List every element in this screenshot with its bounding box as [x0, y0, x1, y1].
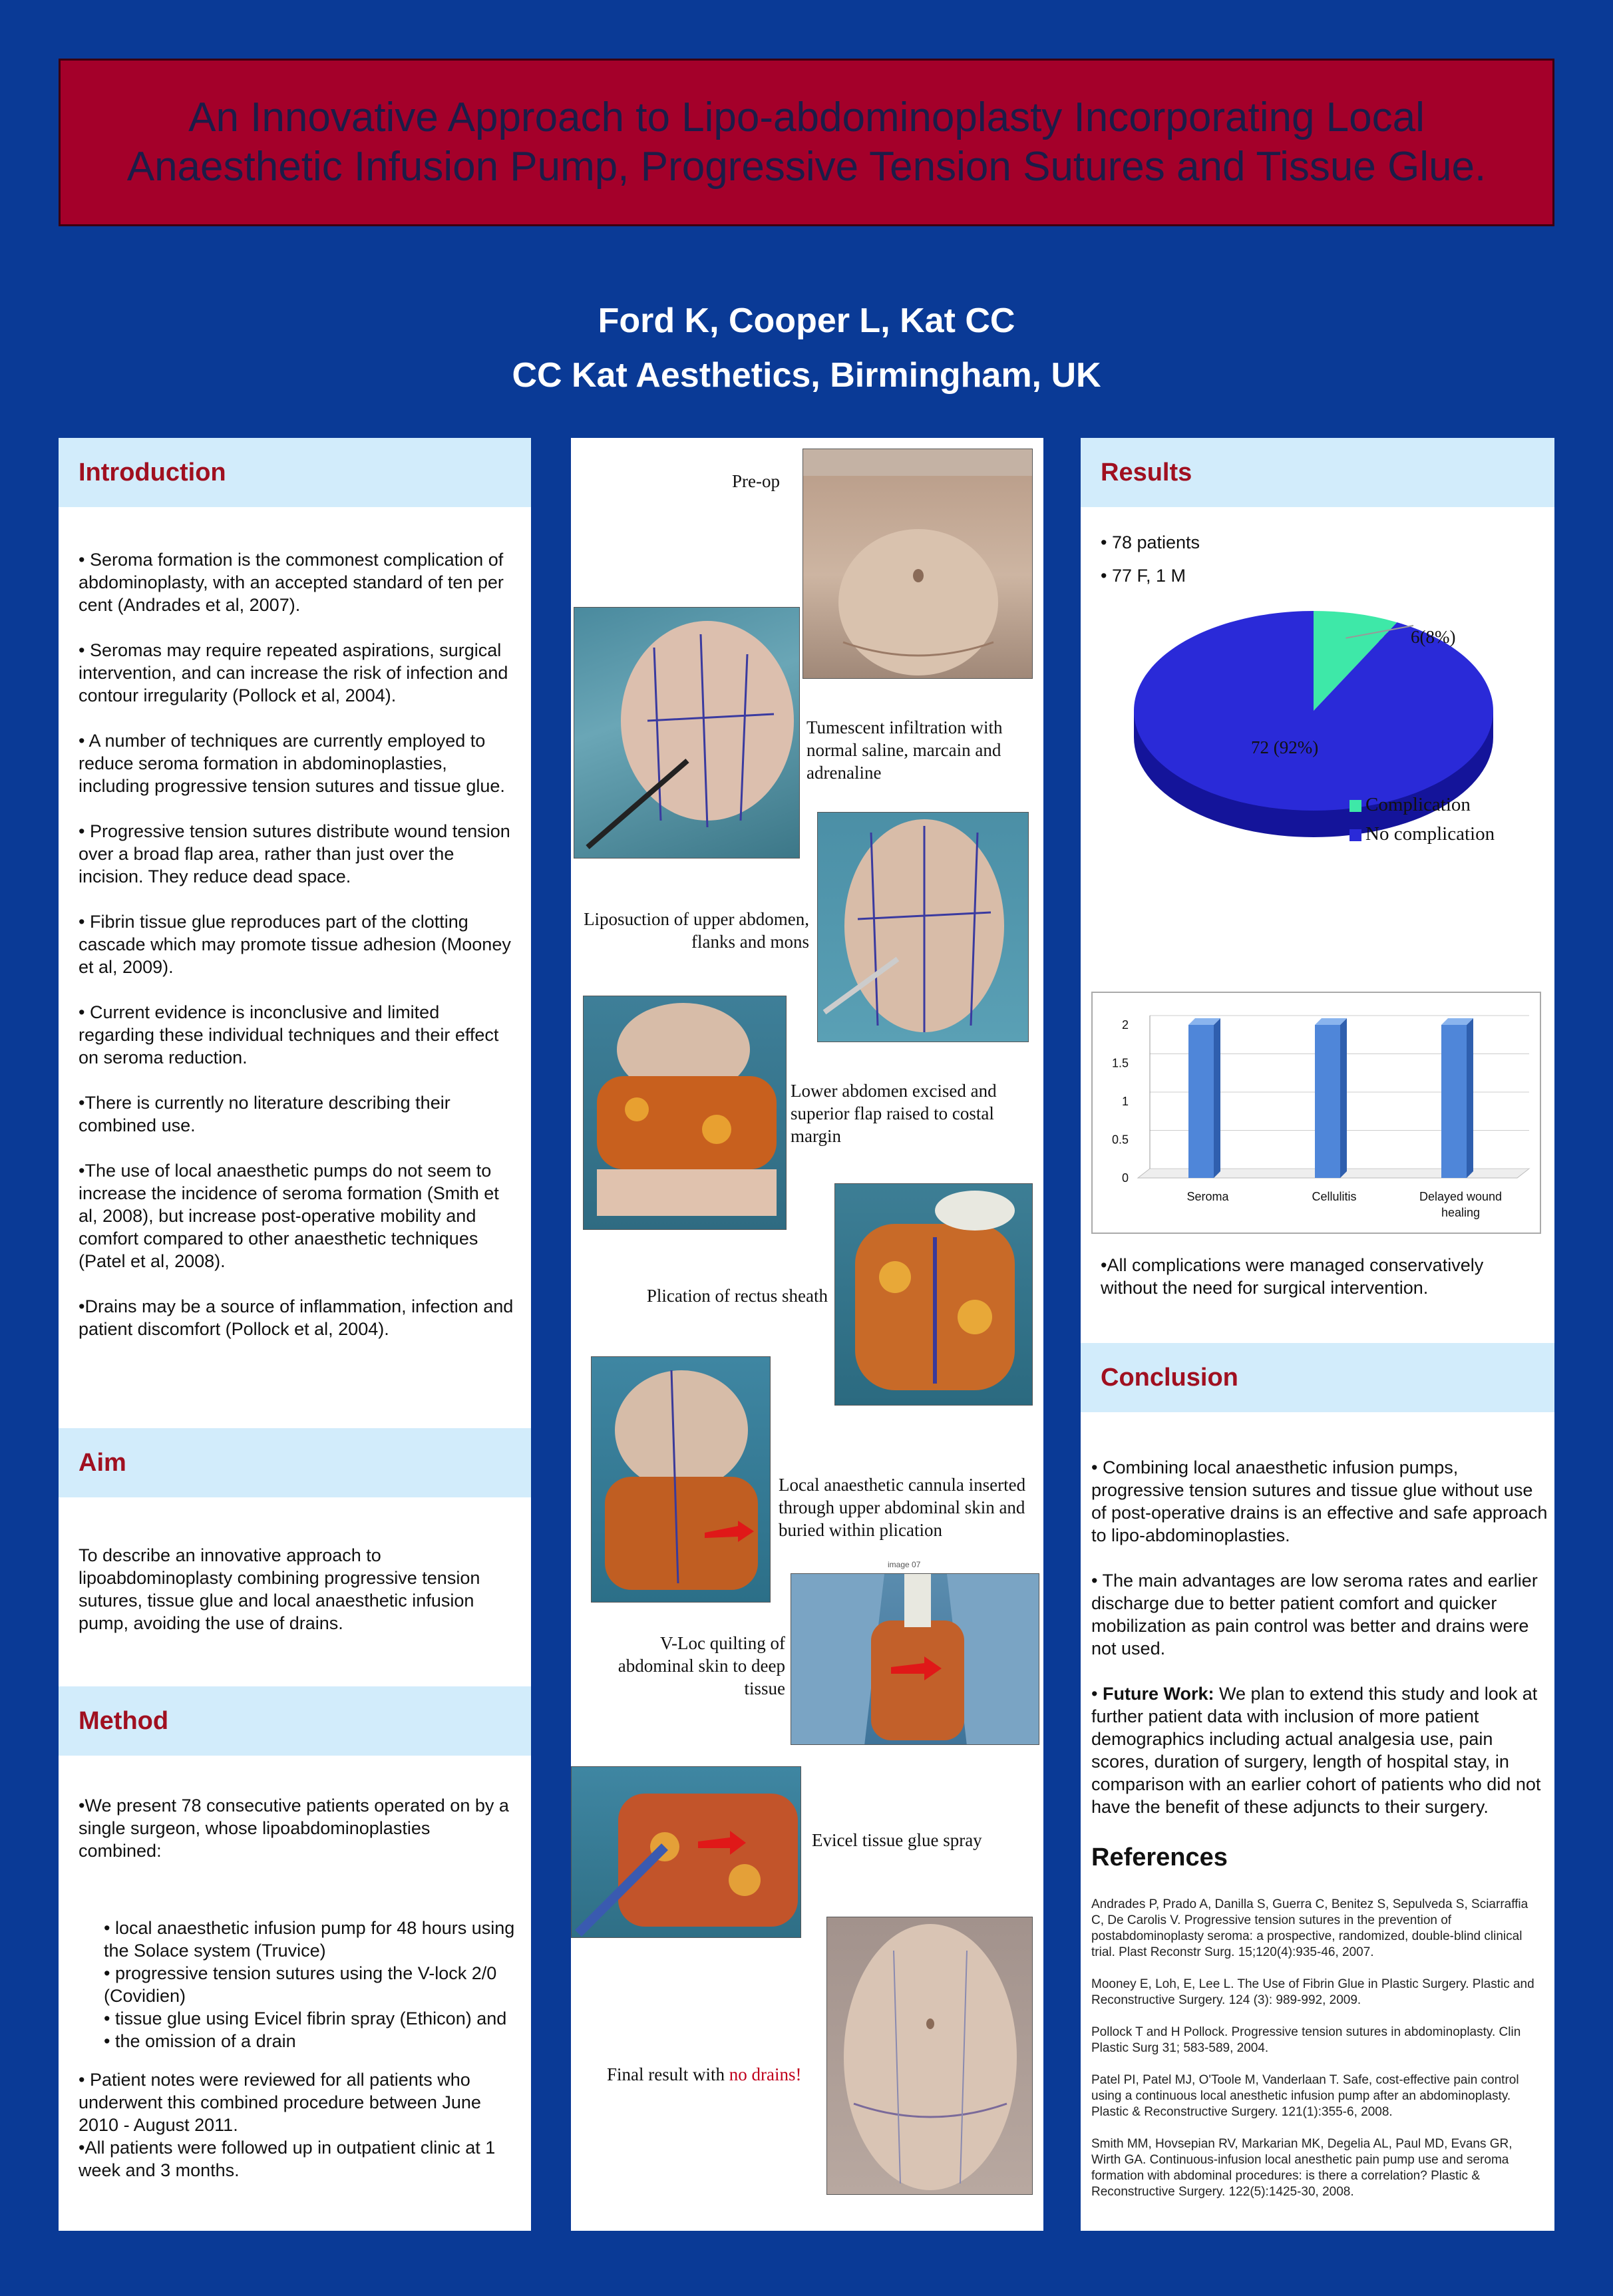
final-caption-highlight: no drains!: [729, 2064, 802, 2084]
legend-label: Complication: [1365, 794, 1471, 815]
aim-text: To describe an innovative approach to lipoabdominoplasty combining progressive tension sutures, tissue glue and local anaesthetic infusion pump, avoiding the use of drains.: [79, 1545, 480, 1633]
future-work-text: We plan to extend this study and look at further patient data with inclusion of more patient demographics including actual analgesia use, pain scores, duration of surgery, length of hospital stay, in comparison with an earlier cohort of patients who did not have the benefit of these adjuncts to their surgery.: [1091, 1684, 1541, 1817]
legend-swatch: [1349, 829, 1361, 841]
intro-bullet: • Seroma formation is the commonest complication of abdominoplasty, with an accepted standard of ten per cent (Andrades et al, 2007).: [79, 550, 504, 615]
future-bullet: •: [1091, 1684, 1103, 1704]
reference-item: Patel PI, Patel MJ, O'Toole M, Vanderlaan T. Safe, cost-effective pain control using a continuous local anesthetic infusion pump after an abdominoplasty. Plastic & Reconstructive Surgery. 121(1):355-6, 2008.: [1091, 2073, 1519, 2119]
references-heading: References: [1091, 1843, 1228, 1871]
middle-column: [571, 438, 1043, 2231]
method-item: • the omission of a drain: [104, 2031, 296, 2051]
legend-label: No complication: [1365, 823, 1495, 845]
preop-photo: [803, 449, 1033, 679]
method-header: [59, 1686, 531, 1756]
pie-label-complication: 6(8%): [1411, 627, 1456, 647]
y-tick-label: 0: [1121, 1171, 1129, 1185]
reference-item: Smith MM, Hovsepian RV, Markarian MK, Degelia AL, Paul MD, Evans GR, Wirth GA. Continuous-infusion local anesthetic pain pump use and seroma formation with abdominal procedures: is there a correlation? Plastic & Reconstructive Surgery. 122(5):1425-30, 2008.: [1091, 2137, 1513, 2199]
intro-bullet: • Current evidence is inconclusive and limited regarding these individual techniques and their effect on seroma reduction.: [79, 1002, 499, 1067]
right-column: [1081, 438, 1554, 2231]
title-line-1: An Innovative Approach to Lipo-abdominoplasty Incorporating Local: [188, 95, 1425, 140]
x-tick-label: Seroma: [1186, 1190, 1229, 1203]
bar-seroma: [1188, 1025, 1214, 1178]
introduction-text: [79, 548, 515, 1363]
introduction-heading: Introduction: [79, 458, 226, 486]
bar-side: [1340, 1018, 1347, 1178]
intro-bullet: • A number of techniques are currently employed to reduce seroma formation in abdominoplasties, including progressive tension sutures and tissue glue.: [79, 731, 505, 796]
affiliation: CC Kat Aesthetics, Birmingham, UK: [512, 356, 1101, 395]
bar-cellulitis: [1315, 1025, 1340, 1178]
method-item: • local anaesthetic infusion pump for 48 hours using the Solace system (Truvice): [104, 1918, 515, 1961]
final-caption-text: Final result with: [607, 2064, 729, 2084]
y-tick-label: 2: [1121, 1018, 1129, 1032]
results-sex: • 77 F, 1 M: [1101, 566, 1186, 586]
plication-photo: [834, 1183, 1033, 1406]
method-review: • Patient notes were reviewed for all patients who underwent this combined procedure between June 2010 - August 2011.: [79, 2070, 481, 2135]
title-banner: [59, 59, 1554, 226]
caption-final: [607, 2063, 820, 2086]
poster-title: [127, 93, 1487, 192]
reference-item: Mooney E, Loh, E, Lee L. The Use of Fibrin Glue in Plastic Surgery. Plastic and Reconstructive Surgery. 124 (3): 989-992, 2009.: [1091, 1977, 1534, 2007]
bar-side: [1214, 1018, 1220, 1178]
x-tick-label-cont: healing: [1441, 1206, 1481, 1219]
liposuction-photo: [817, 812, 1029, 1042]
vloc-photo: [791, 1573, 1039, 1745]
intro-bullet: • Seromas may require repeated aspirations, surgical intervention, and can increase the risk of infection and contour irregularity (Pollock et al, 2004).: [79, 640, 508, 705]
aim-heading: Aim: [79, 1448, 126, 1477]
reference-item: Pollock T and H Pollock. Progressive tension sutures in abdominoplasty. Clin Plastic Surg 31; 583-589, 2004.: [1091, 2025, 1521, 2055]
intro-bullet: •There is currently no literature describing their combined use.: [79, 1093, 450, 1135]
caption-excision: Lower abdomen excised and superior flap raised to costal margin: [791, 1081, 997, 1146]
method-heading: Method: [79, 1706, 169, 1735]
future-work-label: Future Work:: [1102, 1684, 1214, 1704]
method-item: • tissue glue using Evicel fibrin spray (Ethicon) and: [104, 2009, 507, 2028]
excision-photo: [583, 996, 787, 1230]
image-tag: image 07: [888, 1560, 921, 1569]
method-intro: •We present 78 consecutive patients operated on by a single surgeon, whose lipoabdominoplasties combined:: [79, 1796, 509, 1861]
bar-delayed-wound-healing: [1441, 1025, 1467, 1178]
x-tick-label: Delayed wound: [1419, 1190, 1503, 1203]
evicel-photo: [571, 1766, 801, 1938]
caption-tumescent: Tumescent infiltration with normal saline, marcain and adrenaline: [806, 717, 1003, 783]
results-heading: Results: [1101, 458, 1192, 486]
conclusion-p3: [1091, 1682, 1548, 1818]
complications-pie-chart: [1081, 611, 1554, 890]
conclusion-heading: Conclusion: [1101, 1363, 1238, 1392]
results-summary: •All complications were managed conservatively without the need for surgical intervention.: [1101, 1255, 1484, 1298]
caption-vloc: V-Loc quilting of abdominal skin to deep tissue: [618, 1633, 785, 1698]
cannula-photo: [591, 1356, 771, 1603]
results-patients: • 78 patients: [1101, 532, 1200, 552]
intro-bullet: •Drains may be a source of inflammation, infection and patient discomfort (Pollock et al, 2004).: [79, 1296, 514, 1339]
complications-bar-chart: [1091, 992, 1541, 1234]
final-result-photo: [826, 1917, 1033, 2195]
tumescent-photo: [574, 607, 800, 859]
y-tick-label: 1: [1121, 1095, 1129, 1108]
caption-plication: Plication of rectus sheath: [646, 1286, 828, 1306]
title-line-2: Anaesthetic Infusion Pump, Progressive Tension Sutures and Tissue Glue.: [126, 144, 1487, 190]
legend-swatch: [1349, 800, 1361, 812]
intro-bullet: • Progressive tension sutures distribute wound tension over a broad flap area, rather than just over the incision. They reduce dead space.: [79, 821, 510, 886]
reference-item: Andrades P, Prado A, Danilla S, Guerra C, Benitez S, Sepulveda S, Sciarraffia C, De Carolis V. Progressive tension sutures in the prevention of postabdominoplasty seroma: a prospective, randomized, double-blind clinical trial. Plast Reconstr Surg. 15;120(4):935-46, 2007.: [1091, 1897, 1528, 1959]
pie-label-no-complication: 72 (92%): [1251, 737, 1319, 757]
results-header: [1081, 438, 1554, 507]
introduction-header: [59, 438, 531, 507]
conclusion-text: [1091, 1456, 1548, 1841]
caption-evicel: Evicel tissue glue spray: [812, 1830, 982, 1850]
conclusion-header: [1081, 1343, 1554, 1412]
intro-bullet: •The use of local anaesthetic pumps do not seem to increase the incidence of seroma formation (Smith et al, 2008), but increase post-operative mobility and comfort compared to other anaesthetic techniques (Patel et al, 2008).: [79, 1161, 499, 1271]
left-column: [59, 438, 531, 2231]
bar-side: [1467, 1018, 1473, 1178]
y-tick-label: 0.5: [1111, 1133, 1129, 1147]
caption-cannula: Local anaesthetic cannula inserted through upper abdominal skin and buried within plication: [779, 1475, 1026, 1540]
x-tick-label: Cellulitis: [1312, 1190, 1357, 1203]
results-bullets: [1101, 531, 1538, 587]
references-list: [1091, 1897, 1542, 2216]
authors: Ford K, Cooper L, Kat CC: [598, 301, 1015, 340]
caption-preop: Pre-op: [732, 471, 780, 491]
caption-liposuction: Liposuction of upper abdomen, flanks and mons: [584, 909, 809, 952]
method-text: [79, 1794, 515, 2182]
aim-header: [59, 1428, 531, 1497]
method-item: • progressive tension sutures using the V-lock 2/0 (Covidien): [104, 1963, 497, 2006]
conclusion-p1: • Combining local anaesthetic infusion pumps, progressive tension sutures and tissue glue without use of post-operative drains is an effective and safe approach to lipo-abdominoplasties.: [1091, 1457, 1548, 1545]
conclusion-p2: • The main advantages are low seroma rates and earlier discharge due to better patient comfort and quicker mobilization as pain control was better and drains were not used.: [1091, 1571, 1538, 1658]
method-followup: •All patients were followed up in outpatient clinic at 1 week and 3 months.: [79, 2138, 496, 2180]
y-tick-label: 1.5: [1111, 1056, 1129, 1070]
intro-bullet: • Fibrin tissue glue reproduces part of the clotting cascade which may promote tissue adhesion (Mooney et al, 2009).: [79, 912, 511, 977]
